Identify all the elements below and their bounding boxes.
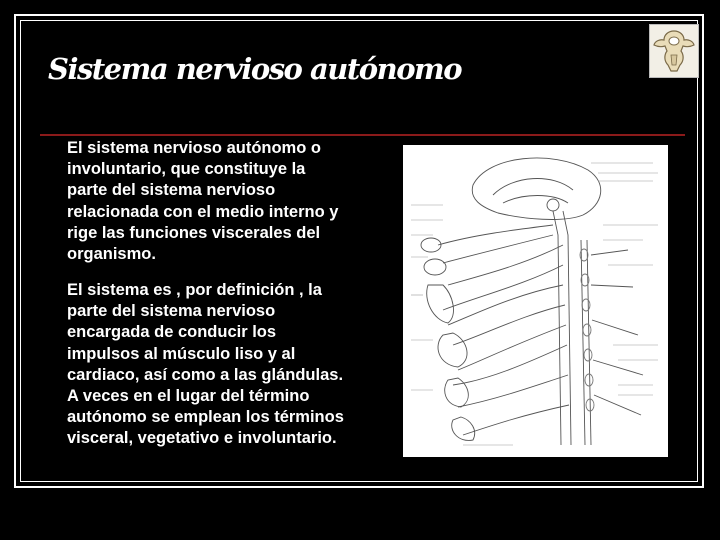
autonomic-nervous-system-diagram [403,145,668,457]
title-divider [40,134,685,136]
paragraph-definition: El sistema nervioso autónomo o involuntario, que constituye la parte del sistema nervioso relacionada con el medio interno y rige las funciones viscerales del organismo. [67,139,339,264]
vertebra-icon [649,24,699,78]
slide-title: Sistema nervioso autónomo [48,52,462,86]
paragraph-function: El sistema es , por definición , la parte del sistema nervioso encargada de conducir los impulsos al músculo liso y al cardiaco, así como a las glándulas. A veces en el lugar del término autónomo se emplean los términos visceral, vegetativo e involuntario. [67,281,344,448]
